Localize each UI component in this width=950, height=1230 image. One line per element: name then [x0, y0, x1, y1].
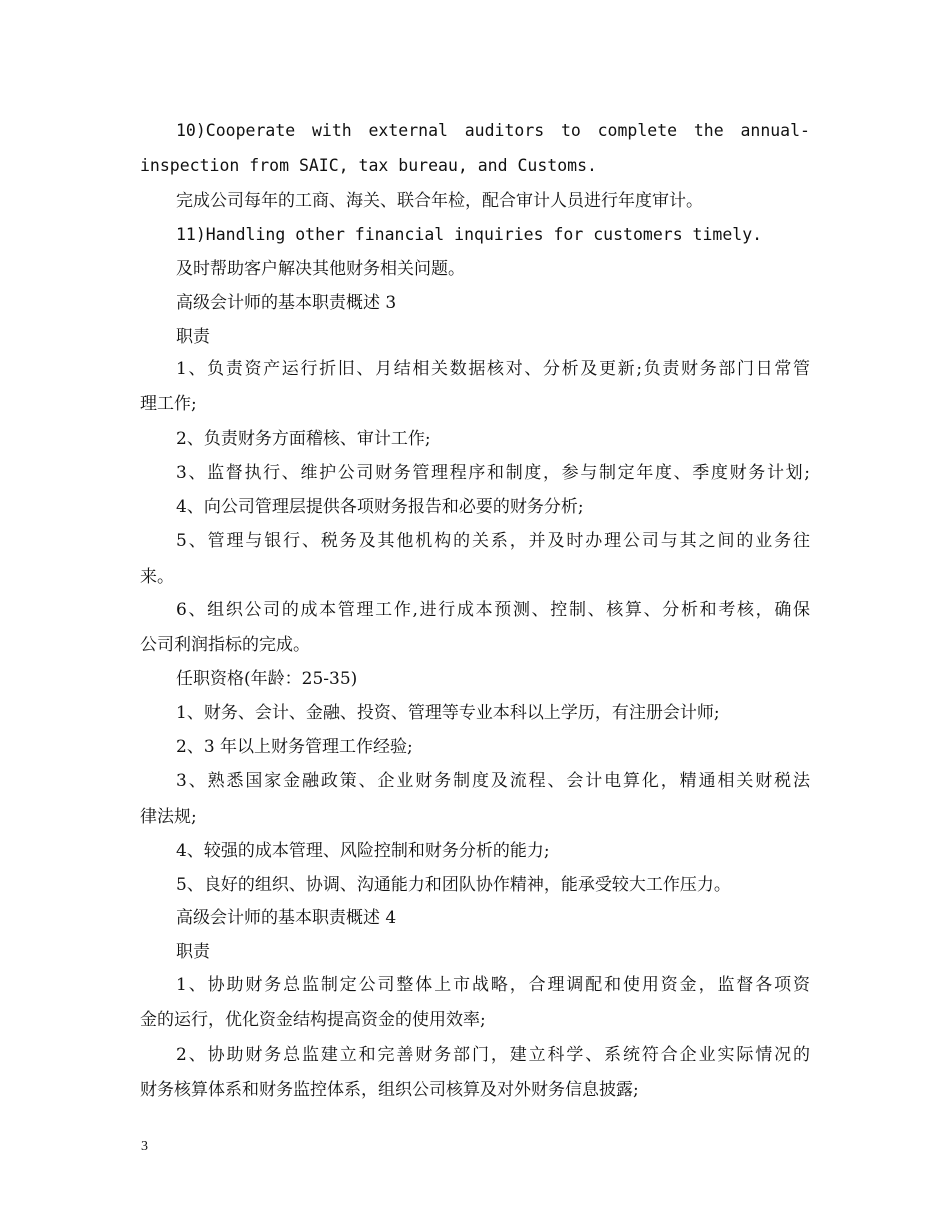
list-item: 1、财务、会计、金融、投资、管理等专业本科以上学历，有注册会计师; — [176, 703, 720, 723]
paragraph-line: 完成公司每年的工商、海关、联合年检，配合审计人员进行年度审计。 — [176, 191, 703, 211]
list-item: 4、向公司管理层提供各项财务报告和必要的财务分析; — [176, 497, 584, 517]
list-item: 5、良好的组织、协调、沟通能力和团队协作精神，能承受较大工作压力。 — [176, 875, 731, 895]
list-item: 3、熟悉国家金融政策、企业财务制度及流程、会计电算化，精通相关财税法 — [176, 771, 810, 791]
section-heading: 高级会计师的基本职责概述 4 — [176, 908, 397, 928]
list-item: 3、监督执行、维护公司财务管理程序和制度，参与制定年度、季度财务计划; — [176, 463, 810, 483]
subheading: 职责 — [176, 327, 210, 347]
paragraph-line: 11)Handling other financial inquiries for customers timely. — [176, 225, 763, 244]
page-number: 3 — [141, 1139, 148, 1154]
list-item: 2、负责财务方面稽核、审计工作; — [176, 429, 431, 449]
list-item-continuation: 财务核算体系和财务监控体系，组织公司核算及对外财务信息披露; — [140, 1080, 639, 1100]
list-item-continuation: 理工作; — [140, 394, 197, 414]
list-item-continuation: 律法规; — [140, 807, 197, 827]
list-item-continuation: 公司利润指标的完成。 — [140, 635, 310, 655]
list-item: 1、负责资产运行折旧、月结相关数据核对、分析及更新;负责财务部门日常管 — [176, 359, 810, 379]
paragraph-line: inspection from SAIC, tax bureau, and Customs. — [140, 156, 597, 175]
paragraph-line: 10)Cooperate with external auditors to complete the annual- — [176, 121, 810, 140]
list-item-continuation: 来。 — [140, 567, 174, 587]
subheading: 任职资格(年龄：25-35) — [176, 669, 358, 689]
list-item-continuation: 金的运行，优化资金结构提高资金的使用效率; — [140, 1010, 486, 1030]
list-item: 4、较强的成本管理、风险控制和财务分析的能力; — [176, 841, 550, 861]
section-heading: 高级会计师的基本职责概述 3 — [176, 293, 397, 313]
paragraph-line: 及时帮助客户解决其他财务相关问题。 — [176, 259, 465, 279]
list-item: 1、协助财务总监制定公司整体上市战略，合理调配和使用资金，监督各项资 — [176, 975, 810, 995]
list-item: 2、协助财务总监建立和完善财务部门，建立科学、系统符合企业实际情况的 — [176, 1045, 810, 1065]
list-item: 2、3 年以上财务管理工作经验; — [176, 737, 413, 757]
list-item: 5、管理与银行、税务及其他机构的关系，并及时办理公司与其之间的业务往 — [176, 531, 810, 551]
subheading: 职责 — [176, 942, 210, 962]
list-item: 6、组织公司的成本管理工作,进行成本预测、控制、核算、分析和考核，确保 — [176, 600, 810, 620]
